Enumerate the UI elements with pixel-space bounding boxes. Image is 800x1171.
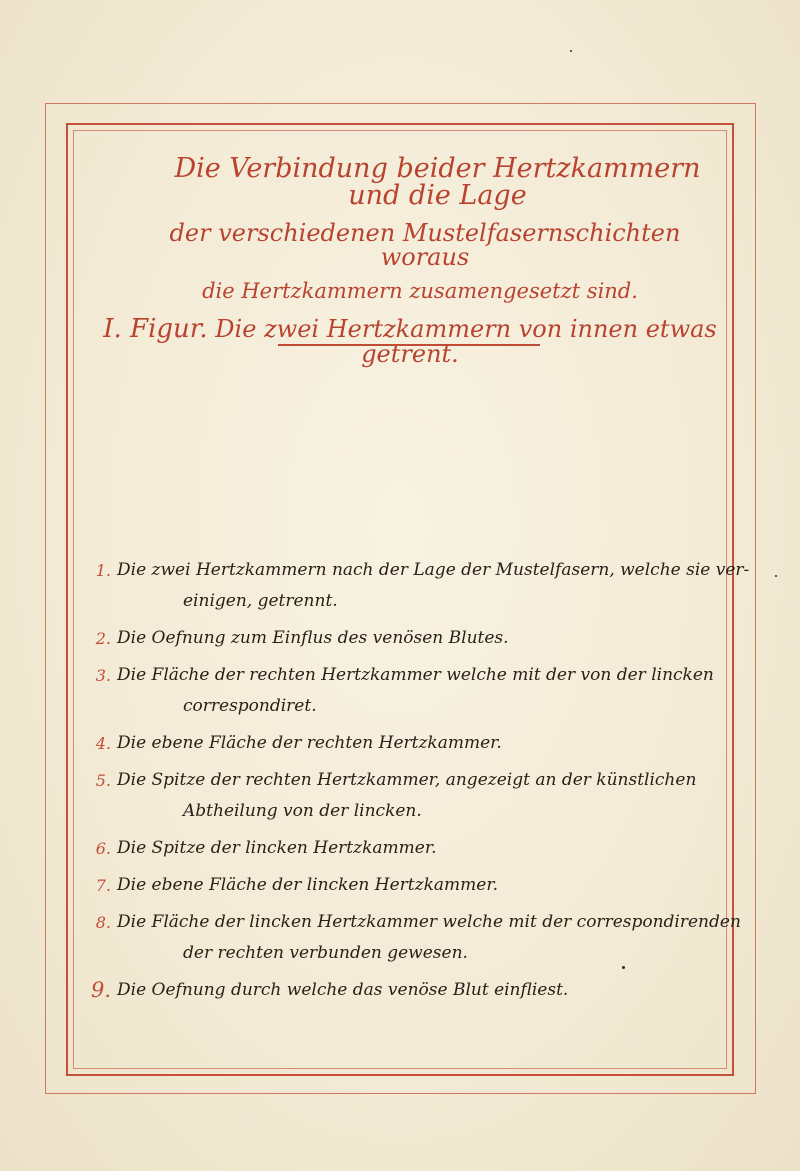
item-number: 4. (95, 734, 111, 753)
title-line-1: Die Verbindung beider Hertzkammern und die Lage (174, 153, 701, 211)
ink-speck (570, 50, 572, 52)
item-number: 1. (95, 561, 111, 580)
list-item (85, 978, 725, 1003)
item-number: 2. (95, 629, 111, 648)
list-item (85, 768, 725, 824)
item-text-continued: Abtheilung von der lincken. (183, 801, 422, 821)
item-number: 8. (95, 913, 111, 932)
item-text: Die Spitze der rechten Hertzkammer, angezeigt an der künstlichen (117, 770, 697, 790)
list-item (85, 731, 725, 756)
item-number: 9. (90, 978, 111, 1002)
list-item (85, 626, 725, 651)
figure-caption-text: Die zwei Hertzkammern von innen etwas getrent. (215, 315, 717, 368)
list-item (85, 910, 741, 966)
item-number: 3. (95, 666, 111, 685)
heading (100, 155, 720, 366)
item-text-continued: der rechten verbunden gewesen. (183, 943, 468, 963)
figure-caption (100, 316, 720, 366)
list-item (85, 836, 725, 861)
item-text: Die ebene Fläche der lincken Hertzkammer. (117, 875, 498, 895)
legend-list (85, 558, 750, 1015)
title-line-3: die Hertzkammern zusamengesetzt sind. (202, 279, 638, 303)
item-text: Die Spitze der lincken Hertzkammer. (117, 838, 437, 858)
item-text: Die Oefnung zum Einflus des venösen Blutes. (117, 628, 509, 648)
item-text: Die ebene Fläche der rechten Hertzkammer. (117, 733, 502, 753)
list-item (85, 558, 750, 614)
list-item (85, 663, 725, 719)
list-item (85, 873, 725, 898)
title-underline (278, 344, 540, 346)
item-text: Die zwei Hertzkammern nach der Lage der Mustelfasern, welche sie ver- (117, 560, 750, 580)
item-number: 6. (95, 839, 111, 858)
item-text: Die Oefnung durch welche das venöse Blut einfliest. (117, 980, 569, 1000)
figure-label: I. Figur. (103, 314, 208, 344)
item-text: Die Fläche der lincken Hertzkammer welche mit der correspondirenden (117, 912, 741, 932)
item-number: 5. (95, 771, 111, 790)
ink-speck (622, 966, 625, 969)
item-text: Die Fläche der rechten Hertzkammer welche mit der von der lincken (117, 665, 714, 685)
item-number: 7. (95, 876, 111, 895)
item-text-continued: correspondiret. (183, 696, 317, 716)
ink-speck (775, 575, 777, 577)
item-text-continued: einigen, getrennt. (183, 591, 338, 611)
title-line-2: der verschiedenen Mustelfasernschichten woraus (169, 219, 681, 271)
